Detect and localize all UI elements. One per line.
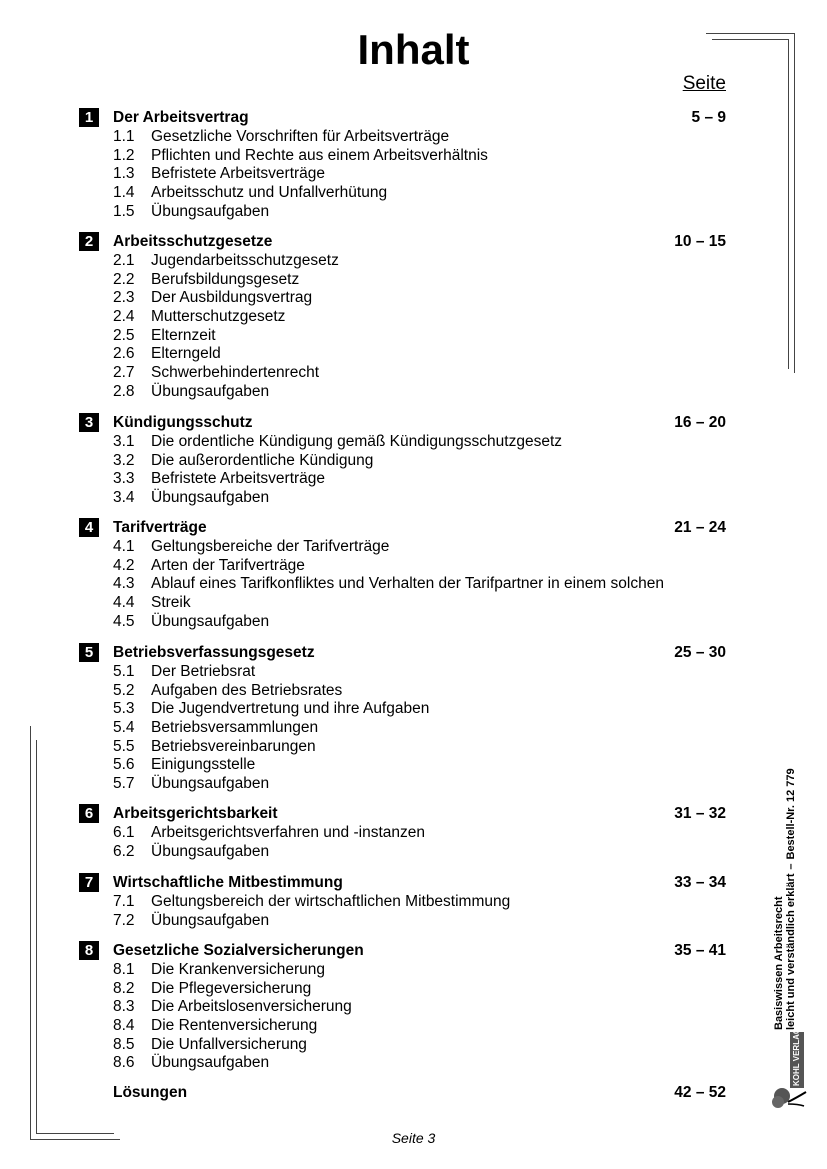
entry-number: 1.3 <box>113 165 135 183</box>
solutions-title: Lösungen <box>113 1084 188 1101</box>
section-title: Arbeitsgerichtsbarkeit <box>113 805 278 822</box>
entry-number: 6.2 <box>113 842 135 860</box>
toc-section-heading <box>79 941 726 961</box>
entry-number: 7.1 <box>113 893 135 910</box>
entry-title: Elternzeit <box>151 326 216 344</box>
entry-number: 5.5 <box>113 737 135 755</box>
entry-title: Die Unfallversicherung <box>151 1035 307 1053</box>
entry-title: Streik <box>151 594 191 612</box>
entry-title: Übungsaufgaben <box>151 911 270 929</box>
toc-entry <box>79 843 726 862</box>
toc-entry <box>79 557 726 576</box>
toc-entry <box>79 489 726 508</box>
entry-title: Elterngeld <box>151 345 221 363</box>
entry-title: Geltungsbereich der wirtschaftlichen Mitbestimmung <box>151 893 511 910</box>
frame-top-right-h1 <box>706 33 794 34</box>
entry-number: 2.2 <box>113 270 135 288</box>
sidebar-order-number: Bestell-Nr. 12 779 <box>785 768 797 860</box>
section-pages: 5 – 9 <box>691 109 726 126</box>
toc-entry <box>79 383 726 402</box>
section-title: Tarifverträge <box>113 519 207 536</box>
toc-section <box>79 413 726 508</box>
entry-number: 4.2 <box>113 556 135 574</box>
entry-number: 8.2 <box>113 979 135 997</box>
tree-logo-icon <box>770 1082 810 1112</box>
toc-entry <box>79 1054 726 1073</box>
section-title: Kündigungsschutz <box>113 414 253 431</box>
toc-entry <box>79 308 726 327</box>
entry-number: 2.7 <box>113 364 135 382</box>
entry-number: 8.6 <box>113 1054 135 1072</box>
entry-number: 1.1 <box>113 128 135 145</box>
toc-entry <box>79 252 726 271</box>
entry-title: Pflichten und Rechte aus einem Arbeitsverhältnis <box>151 146 488 164</box>
entry-number: 8.4 <box>113 1017 135 1035</box>
entry-number: 1.5 <box>113 202 135 220</box>
entry-title: Berufsbildungsgesetz <box>151 270 300 288</box>
entry-number: 2.8 <box>113 382 135 400</box>
entry-number: 1.2 <box>113 146 135 164</box>
toc-section <box>79 804 726 861</box>
entry-number: 4.5 <box>113 612 135 630</box>
toc-entry <box>79 345 726 364</box>
entry-title: Die Rentenversicherung <box>151 1017 318 1035</box>
entry-number: 5.1 <box>113 663 135 680</box>
entry-number: 1.4 <box>113 184 135 202</box>
entry-title: Jugendarbeitsschutzgesetz <box>151 252 339 269</box>
section-pages: 10 – 15 <box>674 233 726 250</box>
toc-entry <box>79 364 726 383</box>
entry-number: 7.2 <box>113 911 135 929</box>
section-number-badge: 4 <box>79 518 99 537</box>
entry-title: Die Jugendvertretung und ihre Aufgaben <box>151 700 430 718</box>
toc-entry <box>79 165 726 184</box>
toc-entry <box>79 961 726 980</box>
entry-number: 2.1 <box>113 252 135 269</box>
solutions-pages: 42 – 52 <box>674 1084 726 1101</box>
toc-entry <box>79 271 726 290</box>
toc-entry <box>79 452 726 471</box>
entry-title: Der Ausbildungsvertrag <box>151 289 313 307</box>
toc-section <box>79 941 726 1073</box>
entry-number: 5.2 <box>113 681 135 699</box>
entry-number: 2.4 <box>113 308 135 326</box>
entry-title: Gesetzliche Vorschriften für Arbeitsverträge <box>151 128 450 145</box>
entry-title: Übungsaufgaben <box>151 202 270 220</box>
entry-number: 3.3 <box>113 470 135 488</box>
section-title: Wirtschaftliche Mitbestimmung <box>113 874 343 891</box>
entry-number: 3.4 <box>113 489 135 507</box>
entry-title: Übungsaufgaben <box>151 382 270 400</box>
toc-entry <box>79 203 726 222</box>
toc-entry <box>79 824 726 843</box>
entry-number: 4.1 <box>113 538 135 555</box>
frame-top-right-v1 <box>794 33 795 373</box>
toc-entry <box>79 700 726 719</box>
toc-entry <box>79 912 726 931</box>
entry-number: 5.3 <box>113 700 135 718</box>
entry-title: Arten der Tarifverträge <box>151 556 305 574</box>
entry-title: Übungsaufgaben <box>151 612 270 630</box>
toc-entry <box>79 147 726 166</box>
section-pages: 31 – 32 <box>674 805 726 822</box>
toc-section <box>79 643 726 794</box>
frame-bottom-left-v2 <box>36 740 37 1134</box>
entry-title: Betriebsvereinbarungen <box>151 737 316 755</box>
section-number-badge: 1 <box>79 108 99 127</box>
entry-title: Die ordentliche Kündigung gemäß Kündigungsschutzgesetz <box>151 433 563 450</box>
toc-section <box>79 232 726 402</box>
section-pages: 35 – 41 <box>674 942 726 959</box>
toc-entry <box>79 738 726 757</box>
toc-section-heading <box>79 804 726 824</box>
toc-entry <box>79 663 726 682</box>
toc-section-heading <box>79 413 726 433</box>
toc-entry <box>79 538 726 557</box>
section-number-badge: 5 <box>79 643 99 662</box>
sidebar-separator: – <box>785 863 797 870</box>
entry-number: 3.2 <box>113 451 135 469</box>
entry-title: Schwerbehindertenrecht <box>151 364 320 382</box>
sidebar-book-title: Basiswissen Arbeitsrecht <box>773 896 785 1030</box>
entry-number: 4.3 <box>113 575 135 593</box>
toc-entry <box>79 893 726 912</box>
section-pages: 25 – 30 <box>674 644 726 661</box>
entry-title: Betriebsversammlungen <box>151 719 319 737</box>
toc-entry <box>79 594 726 613</box>
entry-number: 5.4 <box>113 719 135 737</box>
entry-title: Aufgaben des Betriebsrates <box>151 681 343 699</box>
toc-section-heading <box>79 518 726 538</box>
entry-title: Der Betriebsrat <box>151 663 256 680</box>
section-number-badge: 6 <box>79 804 99 823</box>
toc-entry <box>79 1017 726 1036</box>
section-title: Betriebsverfassungsgesetz <box>113 644 315 661</box>
toc-entry <box>79 1036 726 1055</box>
entry-title: Geltungsbereiche der Tarifverträge <box>151 538 390 555</box>
entry-number: 8.3 <box>113 998 135 1016</box>
sidebar-imprint <box>773 768 797 1030</box>
sidebar-subtitle: leicht und verständlich erklärt <box>785 873 797 1030</box>
entry-number: 6.1 <box>113 824 135 841</box>
toc-entry <box>79 327 726 346</box>
entry-title: Einigungsstelle <box>151 756 256 774</box>
entry-number: 2.5 <box>113 326 135 344</box>
toc-entry <box>79 998 726 1017</box>
entry-title: Übungsaufgaben <box>151 489 270 507</box>
entry-title: Die Arbeitslosenversicherung <box>151 998 352 1016</box>
section-title: Der Arbeitsvertrag <box>113 109 249 126</box>
frame-top-right-v2 <box>788 39 789 369</box>
section-number-badge: 3 <box>79 413 99 432</box>
entry-title: Befristete Arbeitsverträge <box>151 165 326 183</box>
toc-section-heading <box>79 232 726 252</box>
toc-entry <box>79 719 726 738</box>
toc-section <box>79 518 726 631</box>
toc-section-heading <box>79 108 726 128</box>
page-title: Inhalt <box>357 26 470 73</box>
entry-number: 3.1 <box>113 433 135 450</box>
entry-number: 2.3 <box>113 289 135 307</box>
publisher-logo <box>790 1027 804 1088</box>
section-number-badge: 2 <box>79 232 99 251</box>
frame-top-right-h2 <box>712 39 788 40</box>
toc-entry <box>79 980 726 999</box>
toc-entry <box>79 613 726 632</box>
section-pages: 33 – 34 <box>674 874 726 891</box>
entry-title: Übungsaufgaben <box>151 775 270 793</box>
toc-section <box>79 108 726 221</box>
section-number-badge: 7 <box>79 873 99 892</box>
section-number-badge: 8 <box>79 941 99 960</box>
frame-bottom-left-v1 <box>30 726 31 1140</box>
entry-title: Die außerordentliche Kündigung <box>151 451 374 469</box>
toc-entry <box>79 682 726 701</box>
toc-entry <box>79 470 726 489</box>
toc-entry <box>79 433 726 452</box>
toc-entry <box>79 756 726 775</box>
toc-entry <box>79 289 726 308</box>
page-column-header: Seite <box>682 73 726 94</box>
entry-title: Übungsaufgaben <box>151 842 270 860</box>
entry-number: 5.6 <box>113 756 135 774</box>
toc-section-heading <box>79 643 726 663</box>
entry-title: Arbeitsgerichtsverfahren und -instanzen <box>151 824 425 841</box>
entry-title: Übungsaufgaben <box>151 1054 270 1072</box>
entry-title: Befristete Arbeitsverträge <box>151 470 326 488</box>
entry-title: Ablauf eines Tarifkonfliktes und Verhalten der Tarifpartner in einem solchen <box>151 575 664 593</box>
toc-entry <box>79 775 726 794</box>
entry-number: 4.4 <box>113 594 135 612</box>
entry-title: Mutterschutzgesetz <box>151 308 286 326</box>
entry-title: Arbeitsschutz und Unfallverhütung <box>151 184 388 202</box>
entry-number: 2.6 <box>113 345 135 363</box>
page-footer: Seite 3 <box>391 1130 436 1146</box>
toc-entry <box>79 575 726 594</box>
entry-number: 5.7 <box>113 775 135 793</box>
entry-title: Die Pflegeversicherung <box>151 979 312 997</box>
section-title: Arbeitsschutzgesetze <box>113 233 273 250</box>
toc-entry <box>79 128 726 147</box>
section-pages: 21 – 24 <box>674 519 726 536</box>
entry-number: 8.5 <box>113 1035 135 1053</box>
toc-section-heading <box>79 873 726 893</box>
toc-section <box>79 873 726 930</box>
toc-entry <box>79 184 726 203</box>
publisher-name: KOHL VERLAG <box>792 1027 801 1086</box>
section-title: Gesetzliche Sozialversicherungen <box>113 942 364 959</box>
entry-number: 8.1 <box>113 961 135 978</box>
section-pages: 16 – 20 <box>674 414 726 431</box>
entry-title: Die Krankenversicherung <box>151 961 326 978</box>
